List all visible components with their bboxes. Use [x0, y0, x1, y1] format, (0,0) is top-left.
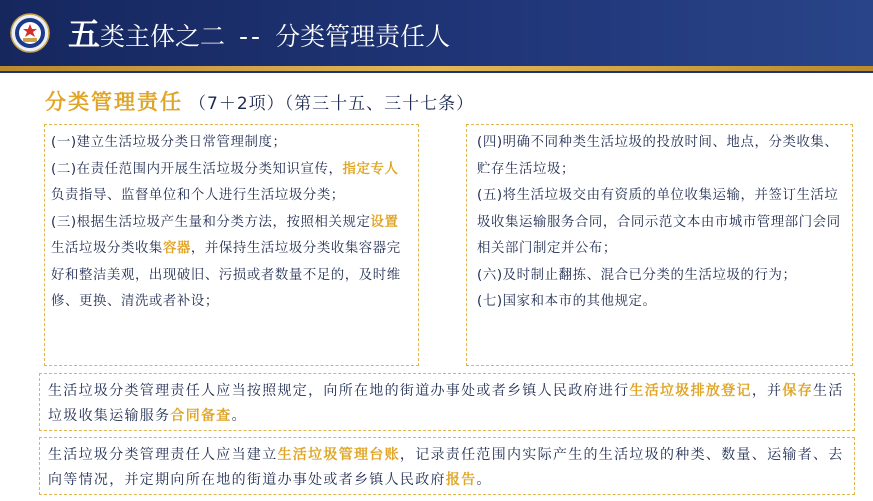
page-title: 五类主体之二 -- 分类管理责任人 — [68, 15, 451, 53]
registration-note: 生活垃圾分类管理责任人应当按照规定，向所在地的街道办事处或者乡镇人民政府进行生活垃圾排放登记，并保存生活垃圾收集运输服务合同备查。 — [48, 383, 844, 424]
ledger-note-box — [39, 437, 855, 495]
duty-item-6: (六)及时制止翻拣、混合已分类的生活垃圾的行为； — [477, 267, 797, 283]
duty-item-5: (五)将生活垃圾交由有资质的单位收集运输，并签订生活垃圾收集运输服务合同，合同示范文本由市城市管理部门会同相关部门制定并公布； — [477, 188, 841, 256]
duty-item-2: (二)在责任范围内开展生活垃圾分类知识宣传，指定专人负责指导、监督单位和个人进行生活垃圾分类； — [51, 161, 399, 203]
ledger-note: 生活垃圾分类管理责任人应当建立生活垃圾管理台账，记录责任范围内实际产生的生活垃圾的种类、数量、运输者、去向等情况，并定期向所在地的街道办事处或者乡镇人民政府报告。 — [48, 447, 844, 488]
duty-item-4: (四)明确不同种类生活垃圾的投放时间、地点，分类收集、贮存生活垃圾； — [477, 135, 839, 177]
duties-right-box — [466, 124, 853, 366]
header-bar — [0, 0, 873, 66]
duty-item-3: (三)根据生活垃圾产生量和分类方法，按照相关规定设置生活垃圾分类收集容器，并保持生活垃圾分类收集容器完好和整洁美观，出现破旧、污损或者数量不足的，及时维修、更换、清洗或者补设； — [51, 214, 401, 309]
duty-item-7: (七)国家和本市的其他规定。 — [477, 294, 657, 309]
section-title: 分类管理责任 （7＋2项）（第三十五、三十七条） — [45, 90, 475, 114]
duties-left-box — [44, 124, 419, 366]
duty-item-1: (一)建立生活垃圾分类日常管理制度； — [51, 135, 287, 150]
police-emblem-icon — [10, 13, 50, 53]
registration-note-box — [39, 373, 855, 431]
header-divider — [0, 71, 873, 73]
